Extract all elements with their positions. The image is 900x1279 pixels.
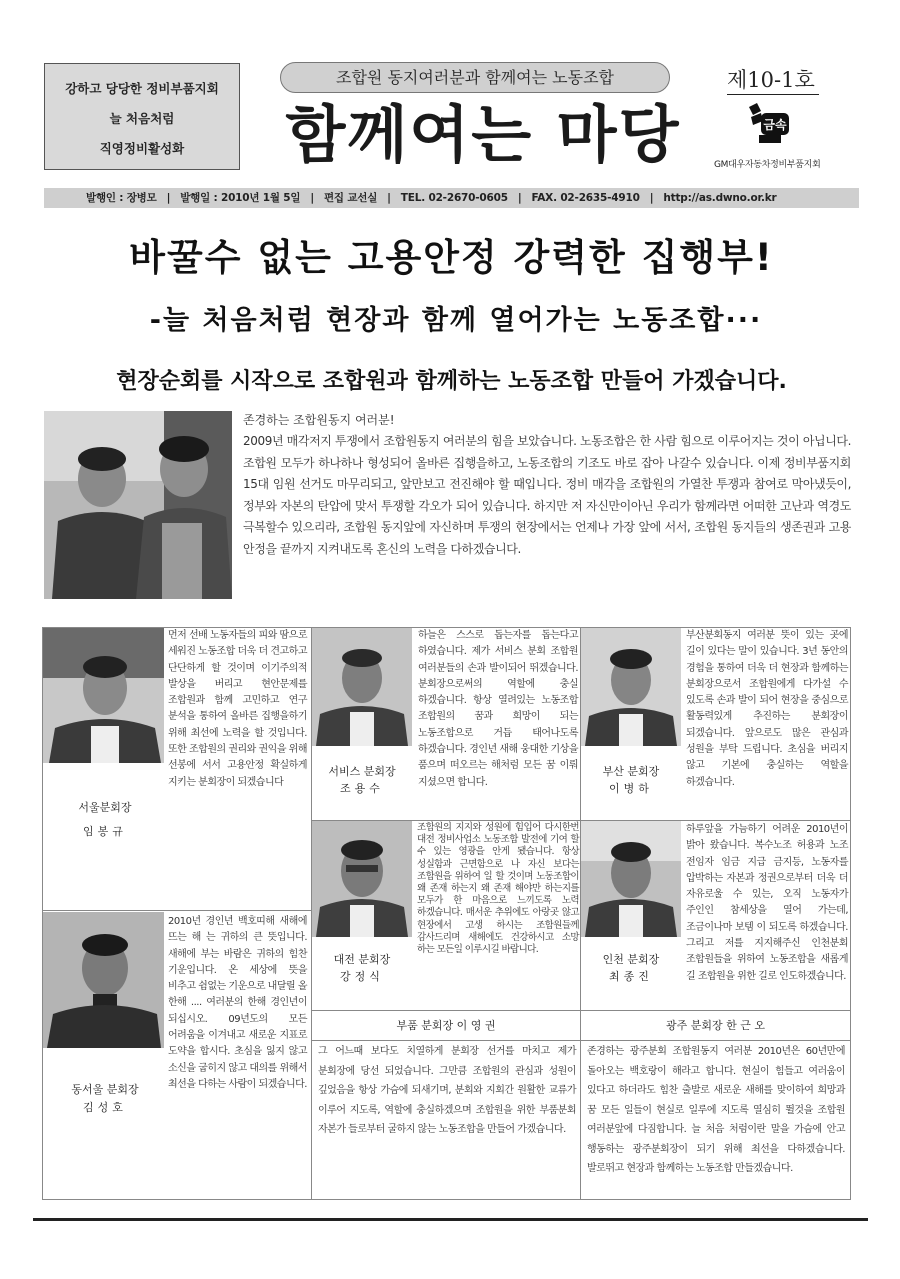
leader-photo (581, 628, 681, 746)
divider: | (310, 192, 314, 204)
branch-label: GM대우자동차정비부품지회 (714, 160, 821, 170)
intro-body: 2009년 매각저지 투쟁에서 조합원동지 여러분의 힘을 보았습니다. 노동조합은 한 사람 힘으로 이루어지는 것이 아닙니다. 조합원 모두가 하나하나 형성되어 올바른 집행을하고, 노동조합의 기조도 바로 잡아 나갈수 있습니다. 이제 정비부품지회 15대 임원 선거도 마무리되고, 앞만보고 전진해야 할 때입니다. 정비 매각을 조합원의 가열찬 투쟁과 참여로 막아냈듯이, 정부와 자본의 탄압에 맞서 투쟁할 각오가 되어 있습니다. 하지만 저 자신만이아닌 우리가 함께라면 어떠한 고난과 역경도 극복할수 있으리라, 조합원 동지앞에 자신하며 투쟁의 현장에서는 언제나 가장 앞에 서서, 조합원 동지들의 생존권과 고용 안정을 끝까지 지켜내도록 혼신의 노력을 다하겠습니다. (243, 434, 851, 556)
divider (42, 910, 312, 911)
leader-name: 김성호 (83, 1101, 127, 1114)
leader-name: 강정식 (340, 970, 384, 983)
issue-underline (727, 94, 819, 95)
leader-name: 조용수 (340, 782, 384, 795)
leader-message: 먼저 선배 노동자들의 피와 땀으로 세워진 노동조합 더욱 더 견고하고 단단하게 할 것이며 이기주의적 발상을 버리고 현안문제를 조합원과 함께 고민하고 연구 분석을 통하여 올바른 집행을하기 위해 최선에 노력을 할 것입니다. 또한 조합원의 권리와 권익을 위해 선봉에 서서 고용안정 확실하게 지키는 분회장이 되겠습니다 (168, 630, 307, 788)
section-headline: 현장순회를 시작으로 조합원과 함께하는 노동조합 만들어 가겠습니다. (116, 369, 787, 394)
masthead-title: 함께여는 마당 (285, 98, 681, 171)
issue-number: 제10-1호 (727, 68, 815, 92)
leader-title: 인천 분회장 (602, 953, 660, 966)
divider (311, 1040, 851, 1041)
leader-name: 임봉규 (83, 825, 127, 838)
logo-text: 금속 (763, 118, 787, 132)
leader-title: 서비스 분회장 (328, 765, 396, 778)
leader-title: 서울분회장 (78, 801, 132, 814)
leader-photo (43, 912, 164, 1048)
union-logo-icon (745, 101, 793, 149)
motto-line: 늘 처음처럼 (109, 111, 175, 126)
leader-message: 그 어느때 보다도 치열하게 분회장 선거를 마치고 제가 분회장에 당선 되었습니다. 그만큼 조합원의 관심과 성원이 깊었음을 항상 가슴에 되새기며, 분회와 지회간 원활한 교류가 이루어 지도록, 역할에 충실하겠으며 조합원을 위한 부품분회 자본가 들로부터 굴하지 않는 노동조합을 만들어 가겠습니다. (318, 1046, 576, 1135)
leader-message: 부산분회동지 여러분 뜻이 있는 곳에 길이 있다는 말이 있습니다. 3년 동안의 경험을 통하여 더욱 더 현장과 함께하는 분회장으로서 조합원에게 다가설 수 있도록 손과 발이 되어 현장을 중심으로 활동력있게 추진하는 분회장이 되겠습니다. 앞으로도 많은 관심과 성원을 부탁 드립니다. 초심을 버리지 않고 기본에 충실하는 역할을 하겠습니다. (686, 630, 848, 788)
editor: 편집 교선실 (323, 192, 378, 204)
bottom-rule (33, 1218, 868, 1221)
divider: | (517, 192, 522, 204)
fax: FAX. 02-2635-4910 (531, 192, 640, 204)
motto-line: 직영정비활성화 (99, 141, 185, 156)
motto-line: 강하고 당당한 정비부품지회 (65, 81, 219, 96)
leader-photo (312, 628, 412, 746)
leader-photo (43, 628, 164, 763)
sub-headline: -늘 처음처럼 현장과 함께 열어가는 노동조합··· (149, 305, 763, 336)
divider: | (649, 192, 654, 204)
leader-photo (312, 821, 412, 937)
leader-message: 2010년 경인년 백호띠해 새해에 뜨는 해 는 귀하의 큰 뜻입니다. 새해에 부는 바람은 귀하의 힘찬 기운입니다. 온 세상에 뜻을 비추고 쉼없는 기운으로 내달릴 올 한해 .... 여러분의 한해 경인년이 되십시오. 09년도의 모든 어려움을 이겨내고 새로운 지표로 도약을 합시다. 초심을 잃지 않고 소신을 굽히지 않고 대의를 위해서 최선을 다하는 사람이 되겠습니다. (168, 916, 307, 1090)
leader-title: 대전 분회장 (333, 953, 391, 966)
leader-message: 조합원의 지지와 성원에 힘입어 다시한번 대전 정비사업소 노동조합 발전에 기여 할 수 있는 영광을 안게 됐습니다. 항상 성실함과 근면함으로 나 자신 보다는 조합원을 위하여 일 할 것이며 노동조합이 왜 존재 하는지 왜 존재 해야만 하는지를 모두가 한 마음으로 느끼도록 노력 하겠습니다. 매서운 추위에도 아랑곳 않고 현장에서 고생 하시는 조합원들께 감사드리며 새해에도 건강하시고 소망 하는 모든일 이루시길 바랍니다. (417, 822, 579, 956)
publish-date: 발행일 : 2010년 1월 5일 (180, 192, 301, 204)
leader-message: 하늘은 스스로 돕는자를 돕는다고 하였습니다. 제가 서비스 분회 조합원 여러분들의 손과 발이되어 뛰겠습니다. 분회장으로써의 역할에 충실 하겠습니다. 항상 열려있는 노동조합 조합원의 꿈과 희망이 되는 노동조합으로 거듭 태어나도록 하겠습니다. 경인년 새해 웅대한 기상을 품으며 떠오르는 해처럼 모든 꿈 이뤄 지셨으면 합니다. (418, 630, 578, 788)
divider: | (166, 192, 171, 204)
leader-title: 부산 분회장 (602, 765, 660, 778)
telephone: TEL. 02-2670-0605 (400, 192, 508, 204)
leader-photo (581, 821, 681, 937)
divider: | (387, 192, 391, 204)
motto-box (44, 63, 240, 170)
info-bar (44, 188, 859, 208)
leader-name: 이병하 (609, 782, 653, 795)
director-photo (44, 411, 232, 599)
leader-heading: 부품 분회장 이 영 권 (396, 1019, 496, 1032)
leader-message: 하루앞을 가늠하기 어려운 2010년이 밝아 왔습니다. 복수노조 허용과 노조 전임자 임금 지급 금지등, 노동자를 압박하는 자본과 정권으로부터 더욱 더 자유로울 수 있는, 오직 노동자가 주인인 참세상을 열어 가는데, 조금이나마 보템 이 되도록 하겠습니다. 그리고 저를 지지해주신 인천분회 조합원들을 위하여 노동조합을 새롭게 길 조합원을 위한 길로 인도하겠습니다. (686, 824, 848, 982)
publisher: 발행인 : 장병모 (86, 192, 157, 204)
intro-greeting: 존경하는 조합원동지 여러분! (243, 413, 395, 427)
website-link[interactable]: http://as.dwno.or.kr (663, 192, 777, 204)
leader-heading: 광주 분회장 한 근 오 (666, 1019, 765, 1032)
leader-message: 존경하는 광주분회 조합원동지 여러분 2010년은 60년만에 돌아오는 백호랑이 해라고 합니다. 현실이 힘들고 여러움이 있다고 하더라도 힘찬 출발로 새로운 새해를 맞이하여 희망과 꿈 모든 일들이 현실로 일루에 지도록 열심히 뛸것을 조합원 여러분앞에 다짐합니다. 늘 처음 처럼이란 말을 가슴에 안고 행동하는 광주분회장이 되기 위해 최선을 다하겠습니다. 발로뛰고 현장과 함께하는 노동조합 만들겠습니다. (587, 1046, 845, 1174)
slogan: 조합원 동지여러분과 함께여는 노동조합 (280, 62, 670, 93)
divider (311, 1010, 851, 1011)
leader-name: 최종진 (609, 970, 653, 983)
main-headline: 바꿀수 없는 고용안정 강력한 집행부! (129, 236, 774, 279)
leader-title: 동서울 분회장 (71, 1083, 139, 1096)
